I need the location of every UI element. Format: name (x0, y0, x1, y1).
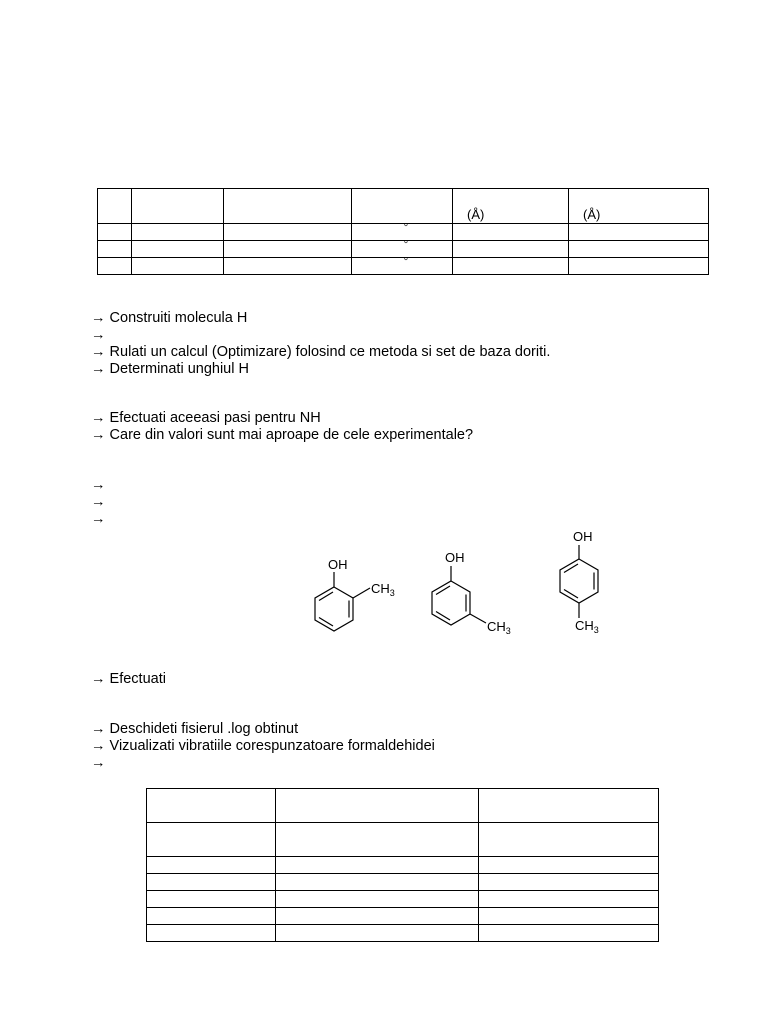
table-cell (479, 789, 659, 823)
table-cell (352, 189, 453, 224)
instructions-run (91, 671, 166, 688)
table-cell (453, 224, 569, 241)
table-row (98, 241, 709, 258)
table-cell (453, 258, 569, 275)
instruction-line (91, 410, 473, 427)
table-cell (147, 789, 276, 823)
instruction-text: Care din valori sunt mai aproape de cele experimentale? (109, 427, 474, 443)
table-cell-degree: ° (352, 224, 453, 241)
table-cell (453, 241, 569, 258)
arrow-icon: → (91, 511, 106, 527)
table-header-row (98, 189, 709, 224)
table-cell (224, 189, 352, 224)
ortho-cresol-ring (315, 587, 353, 631)
instruction-line (91, 327, 550, 344)
instruction-line (91, 671, 166, 688)
arrow-icon: → (91, 427, 106, 443)
arrow-icon: → (91, 494, 106, 510)
table-cell (147, 857, 276, 874)
table-cell (98, 189, 132, 224)
ortho-oh-label: OH (328, 557, 348, 572)
instruction-line (91, 427, 473, 444)
vibrations-table (146, 788, 659, 942)
table-cell-degree: ° (352, 241, 453, 258)
table-cell (147, 874, 276, 891)
instruction-text: Rulati un calcul (Optimizare) folosind ce metoda si set de baza doriti. (109, 344, 551, 360)
meta-methyl-label: $CH_3$ (487, 619, 511, 636)
instruction-line (91, 344, 550, 361)
arrow-icon: → (91, 361, 106, 377)
instructions-cresols (91, 477, 106, 528)
table-cell (98, 224, 132, 241)
table-cell (132, 224, 224, 241)
arrow-icon: → (91, 721, 106, 737)
meta-methyl-bond (470, 614, 486, 623)
arrow-icon: → (91, 310, 106, 326)
table-cell (98, 258, 132, 275)
table-row (147, 891, 659, 908)
table-cell (479, 874, 659, 891)
table-cell (276, 874, 479, 891)
arrow-icon: → (91, 410, 106, 426)
instruction-line (91, 310, 550, 327)
table-cell (147, 823, 276, 857)
instructions-ammonia (91, 410, 473, 444)
table-cell (569, 241, 709, 258)
ortho-methyl-label: $CH_3$ (371, 581, 395, 598)
arrow-icon: → (91, 755, 106, 771)
cresol-structures (300, 525, 620, 640)
instruction-line (91, 738, 435, 755)
table-row (98, 224, 709, 241)
instruction-line (91, 494, 106, 511)
table-cell-degree: ° (352, 258, 453, 275)
table-cell (147, 908, 276, 925)
table-cell (276, 891, 479, 908)
table-cell (479, 891, 659, 908)
table-row (98, 258, 709, 275)
instruction-text: Construiti molecula H (109, 310, 248, 326)
table-cell-bond-length-unit: (Å) (453, 189, 569, 224)
ortho-methyl-bond (353, 588, 370, 598)
geometry-table (97, 188, 709, 275)
table-cell (224, 241, 352, 258)
table-cell (479, 908, 659, 925)
table-cell (98, 241, 132, 258)
table-cell-bond-length-unit: (Å) (569, 189, 709, 224)
instruction-line (91, 361, 550, 378)
table-row (147, 925, 659, 942)
table-cell (147, 891, 276, 908)
instruction-line (91, 721, 435, 738)
meta-cresol-ring (432, 581, 470, 625)
instruction-text: Vizualizati vibratiile corespunzatoare formaldehidei (109, 738, 435, 754)
instruction-text: Efectuati aceeasi pasi pentru NH (109, 410, 321, 426)
table-cell (276, 789, 479, 823)
table-cell (147, 925, 276, 942)
table-cell (132, 241, 224, 258)
instruction-text: Deschideti fisierul .log obtinut (109, 721, 299, 737)
instruction-text: Efectuati (109, 671, 166, 687)
table-row (147, 874, 659, 891)
para-methyl-label: $CH_3$ (575, 618, 599, 635)
instructions-water (91, 310, 550, 378)
table-row (147, 857, 659, 874)
table-cell (132, 258, 224, 275)
arrow-icon: → (91, 738, 106, 754)
table-cell (479, 857, 659, 874)
arrow-icon: → (91, 327, 106, 343)
table-cell (479, 925, 659, 942)
para-cresol-ring (560, 559, 598, 603)
arrow-icon: → (91, 477, 106, 493)
arrow-icon: → (91, 671, 106, 687)
table-cell (276, 908, 479, 925)
table-cell (224, 224, 352, 241)
table-row (147, 823, 659, 857)
table-cell (276, 925, 479, 942)
instruction-line (91, 511, 106, 528)
instruction-text: Determinati unghiul H (109, 361, 249, 377)
instruction-line (91, 477, 106, 494)
table-cell (276, 857, 479, 874)
table-cell (132, 189, 224, 224)
table-cell (569, 258, 709, 275)
table-cell (479, 823, 659, 857)
table-row (147, 908, 659, 925)
arrow-icon: → (91, 344, 106, 360)
table-cell (569, 224, 709, 241)
table-cell (276, 823, 479, 857)
meta-oh-label: OH (445, 550, 465, 565)
table-cell (224, 258, 352, 275)
table-row (147, 789, 659, 823)
instruction-line (91, 755, 435, 772)
instructions-formaldehyde (91, 721, 435, 772)
para-oh-label: OH (573, 529, 593, 544)
